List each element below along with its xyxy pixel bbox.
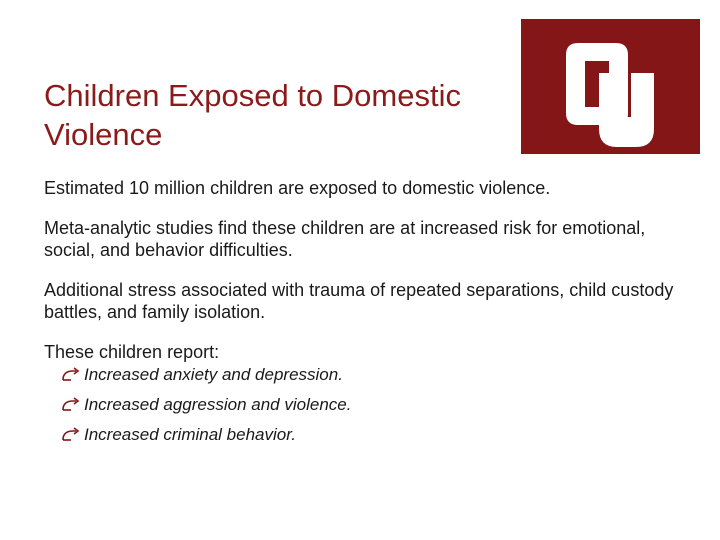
slide-body: [44, 177, 684, 455]
curved-arrow-icon: [60, 367, 82, 383]
sub-bullet-list: [44, 365, 684, 445]
slide-title: [44, 76, 514, 154]
curved-arrow-icon: [60, 397, 82, 413]
title-line-2: Violence: [44, 117, 163, 152]
list-item: [60, 365, 684, 385]
ou-logo-mark: [521, 19, 700, 154]
list-item: [60, 425, 684, 445]
paragraph-4: These children report:: [44, 342, 220, 362]
paragraph-2: Meta-analytic studies find these children are at increased risk for emotional, social, and behavior difficulties.: [44, 218, 646, 260]
sub-item-text: Increased criminal behavior.: [84, 425, 296, 444]
sub-item-text: Increased aggression and violence.: [84, 395, 352, 414]
title-line-1: Children Exposed to Domestic: [44, 78, 461, 113]
ou-logo: [521, 19, 700, 154]
paragraph-1: Estimated 10 million children are exposed to domestic violence.: [44, 178, 551, 198]
curved-arrow-icon: [60, 427, 82, 443]
paragraph-3: Additional stress associated with trauma of repeated separations, child custody battles, and family isolation.: [44, 280, 674, 322]
list-item: [60, 395, 684, 415]
sub-item-text: Increased anxiety and depression.: [84, 365, 343, 384]
